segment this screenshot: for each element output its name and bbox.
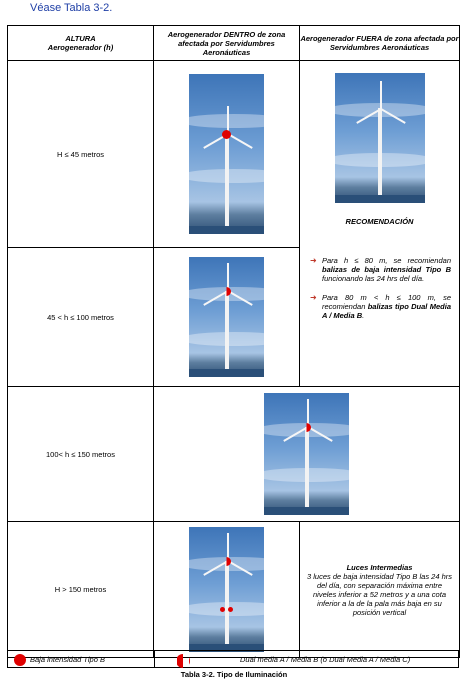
red-light-icon [14, 654, 26, 666]
turbine-photo [189, 257, 264, 377]
rec2-bold: balizas tipo Dual Media A / Media B [322, 302, 451, 320]
recommendation-block [300, 217, 459, 320]
height-label: 45 < h ≤ 100 metros [47, 312, 114, 322]
photo-cell [154, 522, 300, 658]
header-row [8, 26, 460, 61]
legend-dual: Dual media A / Media B (o Dual Media A / Media C) [240, 655, 411, 664]
header-height [8, 26, 154, 61]
turbine-photo [264, 393, 349, 515]
turbine-photo [189, 74, 264, 234]
turbine-photo [189, 527, 264, 652]
turbine-photo [335, 73, 425, 203]
legend-baja: Baja intensidad Tipo B [30, 655, 105, 664]
rec2-text: Para 80 m < h ≤ 100 m, se recomiendan [322, 293, 451, 311]
height-cell [8, 522, 154, 658]
height-cell [8, 61, 154, 248]
red-light-icon [228, 607, 233, 612]
rec1-bold: balizas de baja intensidad Tipo B [322, 265, 451, 274]
legend-divider [154, 651, 155, 667]
dual-light-icon [222, 557, 231, 566]
height-cell [8, 387, 154, 522]
luces-title: Luces Intermedias [346, 562, 413, 572]
header-outside [300, 26, 460, 61]
table-row [8, 387, 460, 522]
height-label: H ≤ 45 metros [56, 149, 105, 159]
luces-text: 3 luces de baja intensidad Tipo B las 24 hrs del día, con separación máxima entre niveles inferior a 52 metros y a una cota inferior a la de la pala más baja en su posición vertical [306, 571, 453, 617]
reference-text: Véase Tabla 3-2. [30, 2, 113, 14]
arrow-icon: ➜ [310, 293, 317, 302]
photo-cell [154, 248, 300, 387]
photo-cell [154, 387, 460, 522]
header-inside-label: Aerogenerador DENTRO de zona afectada por Servidumbres Aeronáuticas [167, 29, 286, 57]
lighting-table [7, 25, 460, 658]
header-height-label: ALTURA Aerogenerador (h) [47, 34, 114, 52]
arrow-icon: ➜ [310, 256, 317, 265]
table-row [8, 61, 460, 248]
dual-light-icon [302, 423, 311, 432]
recommendation-title: RECOMENDACIÓN [345, 217, 414, 226]
header-inside [154, 26, 300, 61]
photo-cell [154, 61, 300, 248]
rec1-end: funcionando las 24 hrs del día. [322, 274, 425, 283]
height-label: H > 150 metros [54, 585, 107, 594]
red-light-icon [222, 130, 231, 139]
dual-light-icon [222, 287, 231, 296]
luces-block [300, 563, 459, 617]
height-cell [8, 248, 154, 387]
luces-cell [300, 522, 460, 658]
legend [7, 650, 459, 668]
red-light-icon [220, 607, 225, 612]
rec1-text: Para h ≤ 80 m, se recomiendan [322, 256, 451, 265]
dual-light-icon [176, 654, 190, 668]
height-label: 100< h ≤ 150 metros [46, 449, 115, 459]
recommendation-item [308, 293, 451, 320]
table-row [8, 522, 460, 658]
table-caption: Tabla 3-2. Tipo de Iluminación [180, 670, 288, 679]
rec2-end: . [362, 311, 365, 320]
header-outside-label: Aerogenerador FUERA de zona afectada por Servidumbres Aeronáuticas [300, 34, 459, 52]
outside-cell [300, 61, 460, 387]
recommendation-item [308, 256, 451, 283]
